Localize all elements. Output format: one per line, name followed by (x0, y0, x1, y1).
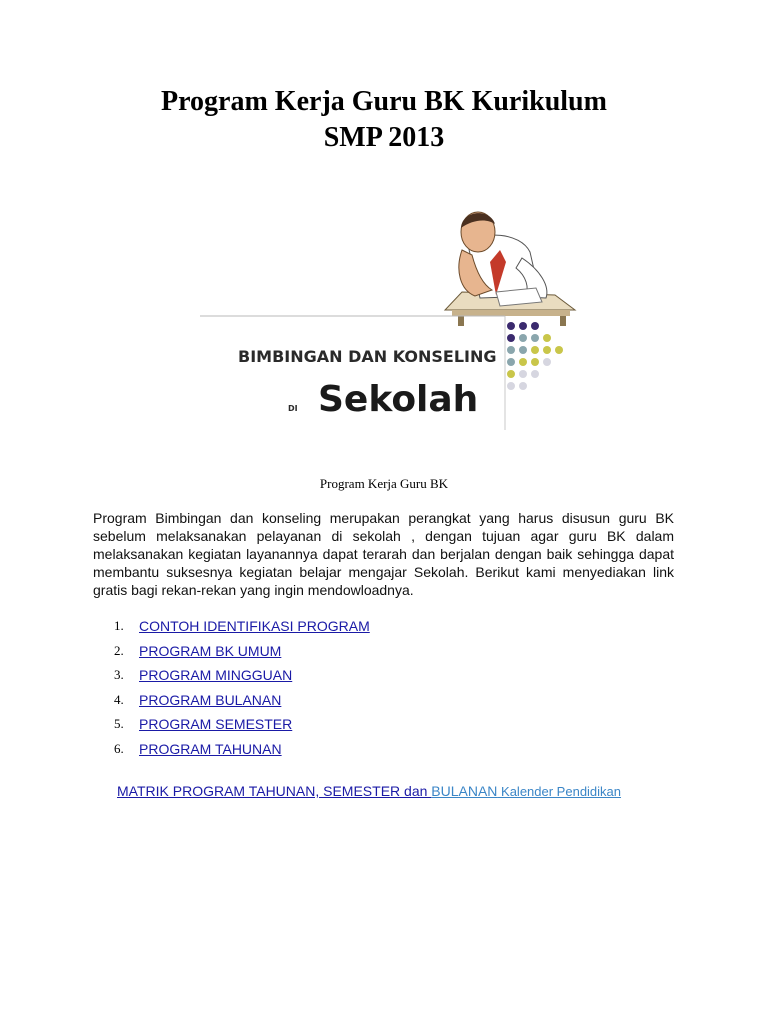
banner-main: Sekolah (318, 379, 479, 420)
decor-dot (507, 334, 515, 342)
banner-prefix: DI (288, 404, 298, 413)
decor-dot (519, 382, 527, 390)
decor-dot (507, 322, 515, 330)
decor-dot (507, 370, 515, 378)
list-item (100, 737, 370, 762)
page-title (0, 84, 768, 156)
decor-dot (555, 346, 563, 354)
link-program-tahunan[interactable]: PROGRAM TAHUNAN (139, 740, 282, 757)
list-number: 1. (114, 618, 124, 634)
list-item (100, 712, 370, 737)
decor-dot (519, 322, 527, 330)
link-program-bk-umum[interactable]: PROGRAM BK UMUM (139, 642, 282, 659)
list-item (100, 663, 370, 688)
decor-dot (531, 358, 539, 366)
decor-dot (531, 322, 539, 330)
link-program-mingguan[interactable]: PROGRAM MINGGUAN (139, 667, 293, 684)
decor-dot (519, 358, 527, 366)
link-contoh-identifikasi-program[interactable]: CONTOH IDENTIFIKASI PROGRAM (139, 618, 370, 635)
decor-dot (531, 334, 539, 342)
list-number: 2. (114, 642, 124, 658)
decor-dot (543, 346, 551, 354)
link-program-semester[interactable]: PROGRAM SEMESTER (139, 716, 293, 733)
decor-dot (531, 370, 539, 378)
list-item (100, 688, 370, 713)
dot-grid-decoration (507, 322, 563, 390)
decor-dot (543, 334, 551, 342)
decor-dot (519, 346, 527, 354)
decor-dot (519, 370, 527, 378)
decor-dot (519, 334, 527, 342)
list-number: 3. (114, 667, 124, 683)
link-program-bulanan[interactable]: PROGRAM BULANAN (139, 691, 282, 708)
decor-dot (507, 382, 515, 390)
decor-dot (507, 346, 515, 354)
list-number: 6. (114, 740, 124, 756)
teacher-clipart (445, 212, 575, 326)
image-caption: Program Kerja Guru BK (319, 476, 449, 491)
decor-dot (507, 358, 515, 366)
list-item (100, 614, 370, 639)
title-line-1: Program Kerja Guru BK Kurikulum (161, 86, 607, 117)
link-kalender-pendidikan[interactable]: Kalender Pendidikan (497, 784, 622, 799)
link-bulanan[interactable]: BULANAN (431, 783, 498, 799)
link-matrik-program[interactable]: MATRIK PROGRAM TAHUNAN, SEMESTER dan (117, 783, 432, 799)
matrix-paragraph (117, 779, 637, 804)
bk-banner-image (200, 200, 580, 430)
list-number: 5. (114, 716, 124, 732)
decor-dot (531, 346, 539, 354)
intro-paragraph: Program Bimbingan dan konseling merupakan perangkat yang harus disusun guru BK sebelum melaksanakan pelayanan di sekolah , dengan tujuan agar guru BK dalam melaksanakan kegiatan layanannya dapat terarah dan berjalan dengan baik sehingga dapat membantu suksesnya kegiatan belajar mengajar Sekolah. Berikut kami menyediakan link gratis bagi rekan-rekan yang ingin mendowloadnya. (93, 510, 674, 598)
title-line-2: SMP 2013 (323, 122, 445, 153)
banner-line-1: BIMBINGAN DAN KONSELING (238, 347, 497, 366)
decor-dot (543, 358, 551, 366)
download-link-list (100, 614, 370, 761)
list-item (100, 639, 370, 664)
list-number: 4. (114, 691, 124, 707)
